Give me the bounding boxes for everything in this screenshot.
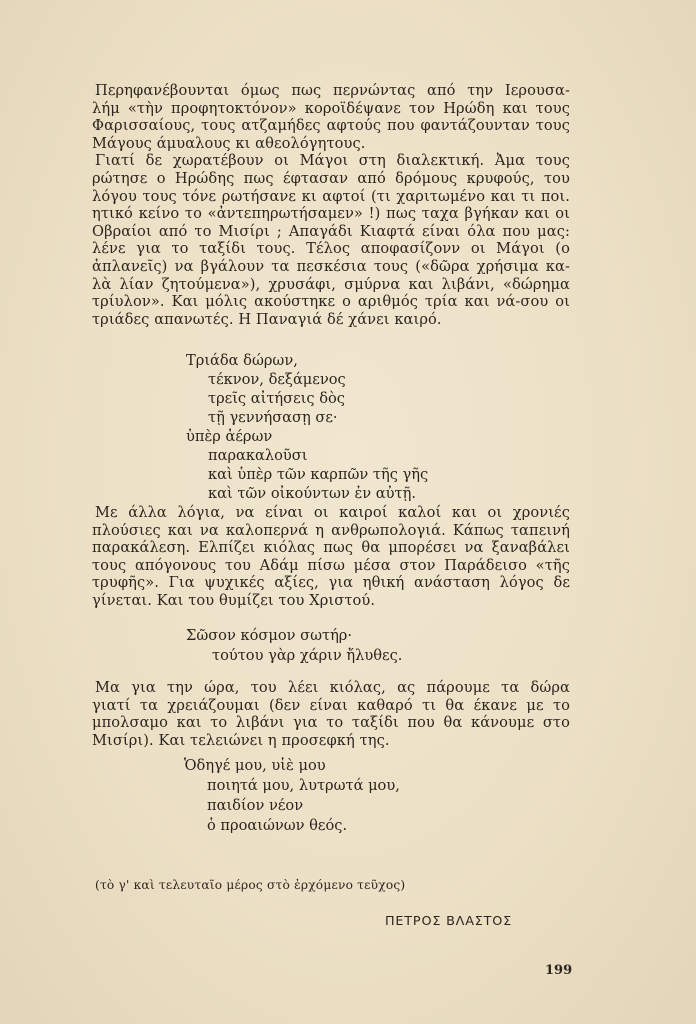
text-line: Οβραίοι από το Μισίρι ; Απαγάδι Κιαφτά είναι όλα που μας: <box>92 222 570 240</box>
verse-line: καὶ ὑπὲρ τῶν καρπῶν τῆς γῆς <box>208 466 429 483</box>
verse-line: ὁ προαιώνων θεός. <box>207 817 348 834</box>
verse-line: τέκνον, δεξάμενος <box>208 371 346 388</box>
verse-line: τούτου γὰρ χάριν ἤλυθες. <box>212 647 403 664</box>
text-line: Φαρισσαίους, τους ατζαμήδες αφτούς που φαντάζουνταν τους <box>92 117 570 135</box>
text-line: λήμ «τὴν προφητοκτόνον» κοροϊδέψανε τον Ηρώδη και τους <box>92 99 570 117</box>
text-line: πλούσιες και να καλοπερνά η ανθρωπολογιά. Κάπως ταπεινή <box>92 521 570 539</box>
text-line: τους απόγονους του Αδάμ πίσω μέσα στον Παράδεισο «τῆς <box>92 556 570 574</box>
verse-line: Τριάδα δώρων, <box>186 352 298 369</box>
verse-line: καὶ τῶν οἰκούντων ἐν αὐτῇ. <box>208 485 416 502</box>
text-line: λόγου τους τόνε ρωτήσανε κι αφτοί (τι χαριτωμένο και τι ποι. <box>92 187 570 205</box>
text-line: ἀπλανεῖς) να βγάλουν τα πεσκέσια τους («δῶρα χρήσιμα κα- <box>92 258 570 275</box>
text-line: Με άλλα λόγια, να είναι οι καιροί καλοί και οι χρονιές <box>95 504 570 521</box>
verse-line: ὑπὲρ ἀέρων <box>186 428 273 445</box>
text-line: λένε για το ταξίδι τους. Τέλος αποφασίζονν οι Μάγοι (ο <box>92 240 570 258</box>
verse-line: τῇ γεννήσασῃ σε· <box>208 409 338 426</box>
text-line: μπολσαμο και το λιβάνι για το ταξίδι που θα κάνουμε στο <box>92 714 570 732</box>
text-line: Μισίρι). Και τελειώνει η προσεφκή της. <box>92 731 390 749</box>
verse-line: παρακαλοῦσι <box>208 447 308 464</box>
text-line: γίνεται. Και του θυμίζει του Χριστού. <box>92 592 376 609</box>
verse-line: Σῶσον κόσμον σωτήρ· <box>186 627 353 644</box>
page-number: 199 <box>545 963 573 978</box>
text-line: παρακάλεση. Ελπίζει κιόλας πως θα μπορέσει να ξαναβάλει <box>92 539 570 557</box>
text-line: ητικό κείνο το «ἀντεπηρωτήσαμεν» !) πως ταχα βγήκαν και οι <box>92 205 570 223</box>
verse-line: τρεῖς αἰτήσεις δὸς <box>208 390 345 407</box>
text-line: Περηφανέβουνται όμως πως περνώντας από την Ιερουσα- <box>95 82 570 99</box>
text-line: τρίυλον». Και μόλις ακούστηκε ο αριθμός τρία και νά-σου οι <box>92 293 570 311</box>
text-line: Γιατί δε χωρατέβουν οι Μάγοι στη διαλεκτική. Ἀμα τους <box>95 152 570 170</box>
text-line: λὰ λίαν ζητούμενα»), χρυσάφι, σμύρνα και λιβάνι, «δώρημα <box>92 275 570 293</box>
verse-line: ποιητά μου, λυτρωτά μου, <box>207 777 400 794</box>
text-line: Μα για την ώρα, του λέει κιόλας, ας πάρουμε τα δώρα <box>95 679 570 696</box>
text-line: ρώτησε ο Ηρώδης πως έφτασαν από δρόμους κρυφούς, του <box>92 170 570 187</box>
text-line: τριάδες απανωτές. Η Παναγιά δέ χάνει καιρό. <box>92 310 442 328</box>
author-signature: ΠΕΤΡΟΣ ΒΛΑΣΤΟΣ <box>385 914 513 929</box>
text-line: τρυφῆς». Για ψυχικές αξίες, για ηθική ανάσταση λόγος δε <box>92 574 570 592</box>
verse-line: Ὁδηγέ μου, υἱὲ μου <box>184 757 326 774</box>
text-line: γιατί τα χρειάζουμαι (δεν είναι καθαρό τι θα έκανε με το <box>92 696 570 714</box>
text-line: Μάγους άμυαλους κι αθεολόγητους. <box>92 134 366 152</box>
verse-line: παιδίον νέον <box>207 797 304 814</box>
continuation-note: (τὸ γ' καὶ τελευταῖο μέρος στὸ ἐρχόμενο τεῦχος) <box>95 878 406 892</box>
